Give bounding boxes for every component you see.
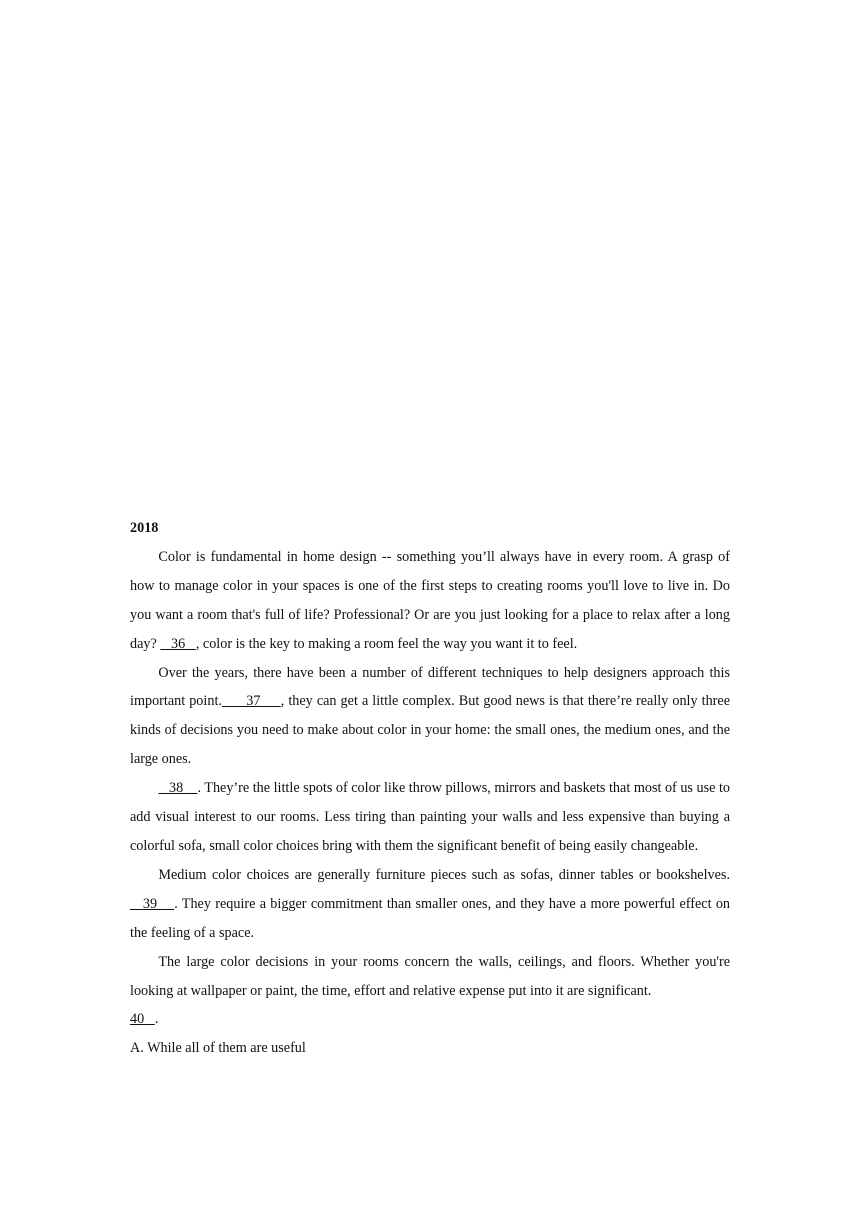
paragraph-3 xyxy=(130,774,730,861)
blank-37: 37 xyxy=(221,693,281,710)
paragraph-3-after: . They’re the little spots of color like throw pillows, mirrors and baskets that most of us use to add visual interest to our rooms. Less tiring than painting your walls and less expensive than buying a colorful sofa, small color choices bring with them the significant benefit of being easily changeable. xyxy=(130,780,730,854)
paragraph-2-after: , they can get a little complex. But good news is that there’re really only three kinds of decisions you need to make about color in your home: the small ones, the medium ones, and the large ones. xyxy=(130,693,730,768)
paragraph-2-before: Over the years, there have been a number of different techniques to help designers approach this important point. xyxy=(130,664,730,710)
paragraph-5 xyxy=(130,948,730,1006)
paragraph-6 xyxy=(130,1005,730,1034)
paragraph-1-after: , color is the key to making a room feel the way you want it to feel. xyxy=(195,635,578,652)
paragraph-5-text: The large color decisions in your rooms concern the walls, ceilings, and floors. Whether you're looking at wallpaper or paint, the time, effort and relative expense put into it are significant. xyxy=(130,953,730,999)
paragraph-4-after: . They require a bigger commitment than smaller ones, and they have a more powerful effect on the feeling of a space. xyxy=(130,895,731,941)
paragraph-1-text: Color is fundamental in home design -- something you’ll always have in every room. A grasp of how to manage color in your spaces is one of the first steps to creating rooms you'll love to live in. Do you want a room that's full of life? Professional? Or are you just looking for a place to relax after a long day? xyxy=(130,548,730,652)
paragraph-1 xyxy=(130,543,730,659)
blank-40: 40 xyxy=(130,1011,155,1028)
blank-39: 39 xyxy=(130,895,175,912)
blank-36: 36 xyxy=(160,635,196,652)
paragraph-6-after: . xyxy=(154,1011,159,1028)
document-title: 2018 xyxy=(130,520,159,536)
paragraph-4 xyxy=(130,861,730,948)
document-content xyxy=(130,514,730,1063)
paragraph-2 xyxy=(130,659,730,775)
paragraph-4-before: Medium color choices are generally furniture pieces such as sofas, dinner tables or bookshelves. xyxy=(158,866,730,883)
option-a: A. While all of them are useful xyxy=(130,1040,306,1057)
blank-38: 38 xyxy=(158,780,198,797)
